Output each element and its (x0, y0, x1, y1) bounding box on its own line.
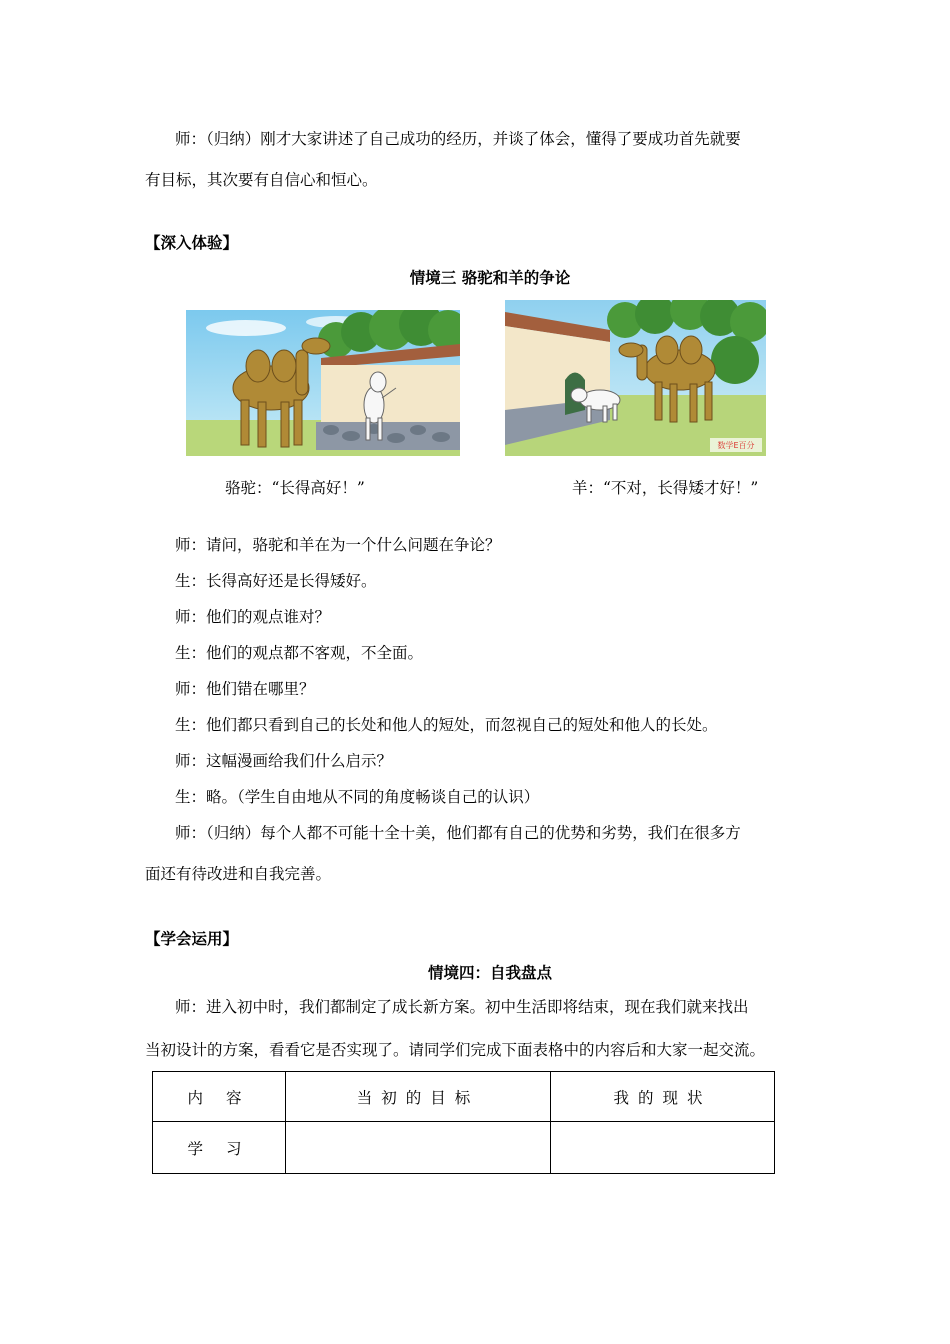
dialogue-line: 生：长得高好还是长得矮好。 (175, 572, 377, 590)
table-header-cell: 内 容 (153, 1072, 286, 1122)
summary-paragraph-line2: 有目标，其次要有自信心和恒心。 (145, 171, 378, 189)
camel-and-goat-illustration-left (186, 310, 460, 456)
section-heading-apply: 【学会运用】 (145, 930, 239, 948)
intro-line2: 当初设计的方案，看看它是否实现了。请同学们完成下面表格中的内容后和大家一起交流。 (145, 1041, 766, 1059)
dialogue-line: 师：请问，骆驼和羊在为一个什么问题在争论？ (175, 536, 501, 554)
table-cell[interactable] (286, 1122, 551, 1174)
summary-paragraph-line1: 师：（归纳）刚才大家讲述了自己成功的经历，并谈了体会，懂得了要成功首先就要 (175, 130, 741, 148)
dialogue-line: 生：他们都只看到自己的长处和他人的短处，而忽视自己的短处和他人的长处。 (175, 716, 718, 734)
self-inventory-table (152, 1071, 775, 1174)
table-cell: 学 习 (153, 1122, 286, 1174)
summary2-line2: 面还有待改进和自我完善。 (145, 865, 332, 883)
sheep-caption: 羊：“不对，长得矮才好！” (572, 479, 759, 497)
intro-line1: 师：进入初中时，我们都制定了成长新方案。初中生活即将结束，现在我们就来找出 (175, 998, 749, 1016)
camel-and-goat-illustration-right (505, 300, 766, 456)
summary2-line1: 师：（归纳）每个人都不可能十全十美，他们都有自己的优势和劣势，我们在很多方 (175, 824, 741, 842)
table-header-cell: 我的现状 (551, 1072, 775, 1122)
table-row (153, 1122, 775, 1174)
dialogue-line: 生：他们的观点都不客观，不全面。 (175, 644, 424, 662)
dialogue-line: 师：他们的观点谁对？ (175, 608, 331, 626)
section-heading-deep-experience: 【深入体验】 (145, 234, 239, 252)
image-watermark: 数学E百分 (717, 441, 755, 450)
table-cell[interactable] (551, 1122, 775, 1174)
table-header-row (153, 1072, 775, 1122)
camel-caption: 骆驼：“长得高好！” (225, 479, 365, 497)
dialogue-line: 生：略。（学生自由地从不同的角度畅谈自己的认识） (175, 788, 540, 806)
dialogue-line: 师：他们错在哪里？ (175, 680, 315, 698)
scene4-title: 情境四：自我盘点 (427, 964, 552, 982)
scene3-title: 情境三 骆驼和羊的争论 (409, 269, 571, 287)
table-header-cell: 当初的目标 (286, 1072, 551, 1122)
dialogue-line: 师：这幅漫画给我们什么启示？ (175, 752, 393, 770)
